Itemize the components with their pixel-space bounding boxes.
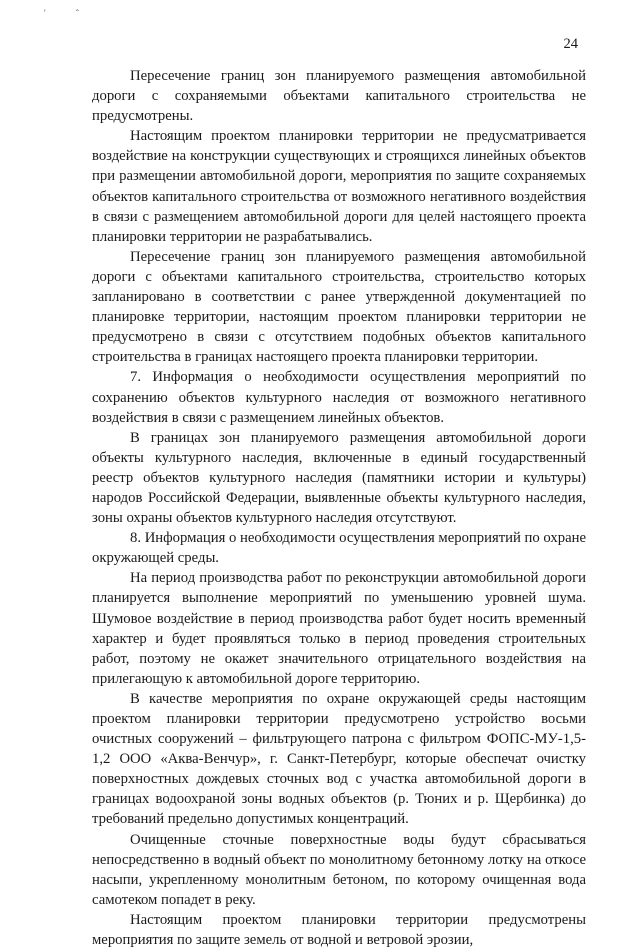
paragraph-noise-measures: На период производства работ по реконструкции автомобильной дороги планируется выполнение мероприятий по уменьшению уровней шума. Шумовое воздействие в период производства работ будет носить временный характер и будет проявляться только в период проведения строительных работ, поэтому не окажет значительного отрицательного воздействия на прилегающую к автомобильной дороге территорию. (92, 570, 586, 687)
section-heading-cultural-heritage: 7. Информация о необходимости осуществления мероприятий по сохранению объектов культурного наследия от возможного негативного воздействия в связи с размещением линейных объектов. (92, 369, 586, 426)
paragraph-treatment-facilities: В качестве мероприятия по охране окружающей среды настоящим проектом планировки территории предусмотрено устройство восьми очистных сооружений – фильтрующего патрона с фильтром ФОПС-МУ-1,5-1,2 ООО «Аква-Венчур», г. Санкт-Петербург, которые обеспечат очистку поверхностных дождевых сточных вод с участка автомобильной дороги в границах водоохраной зоны водных объектов (р. Тюних и р. Щербинка) до требований предельно допустимых концентраций. (92, 690, 586, 828)
paragraph-linear-objects-impact: Настоящим проектом планировки территории не предусматривается воздействие на конструкции существующих и строящихся линейных объектов при размещении автомобильной дороги, мероприятия по защите сохраняемых объектов капитального строительства от возможного негативного воздействия в связи с размещением автомобильной дороги для целей настоящего проекта планировки территории не разрабатывались. (92, 128, 586, 245)
page-number: 24 (563, 36, 578, 52)
paragraph-cultural-heritage-absent: В границах зон планируемого размещения автомобильной дороги объекты культурного наследия, включенные в единый государственный реестр объектов культурного наследия (памятники истории и культуры) народов Российской Федерации, выявленные объекты культурного наследия, зоны охраны объектов культурного наследия отсутствуют. (92, 429, 586, 527)
paragraph-crossing-planned-objects: Пересечение границ зон планируемого размещения автомобильной дороги с объектами капитального строительства, строительство которых запланировано в соответствии с ранее утвержденной документацией по планировке территории, настоящим проектом планировки территории не предусмотрено в связи с отсутствием подобных объектов капитального строительства в границах настоящего проекта планировки территории. (92, 248, 586, 366)
paragraph-erosion-protection: Настоящим проектом планировки территории предусмотрены мероприятия по защите земель от водной и ветровой эрозии, (92, 911, 586, 949)
section-heading-environment: 8. Информация о необходимости осуществления мероприятий по охране окружающей среды. (92, 530, 586, 567)
document-body (92, 66, 586, 950)
scan-marks: ' ˆ (44, 8, 93, 18)
paragraph-crossing-preserved-objects: Пересечение границ зон планируемого размещения автомобильной дороги с сохраняемыми объектами капитального строительства не предусмотрены. (92, 68, 586, 125)
paragraph-treated-water-discharge: Очищенные сточные поверхностные воды будут сбрасываться непосредственно в водный объект по монолитному бетонному лотку на откосе насыпи, укрепленному монолитным бетоном, по которому очищенная вода самотеком попадет в реку. (92, 831, 586, 908)
